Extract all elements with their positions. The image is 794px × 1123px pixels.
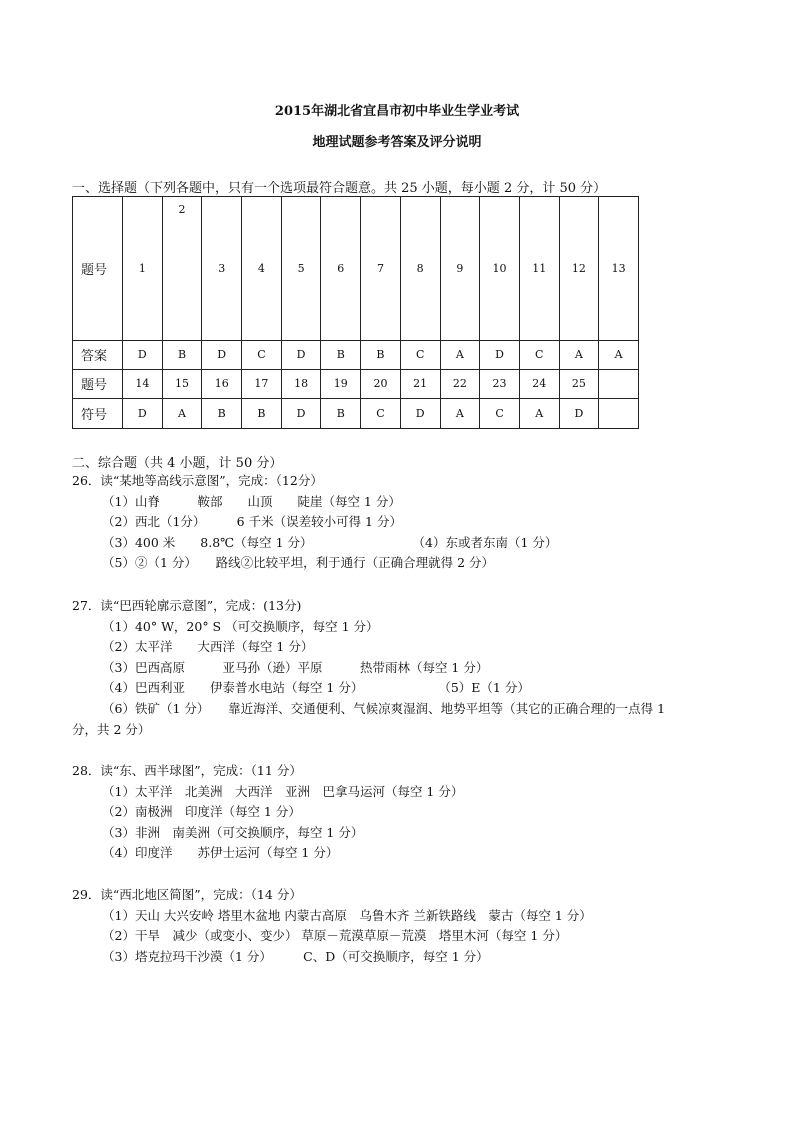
question-26-title: 26．读“某地等高线示意图”，完成：（12分） <box>72 473 323 488</box>
table-cell: 7 <box>361 197 401 341</box>
table-cell: A <box>162 398 202 428</box>
question-26-block <box>72 471 732 574</box>
table-cell: 6 <box>321 197 361 341</box>
answer-line: （3）400 米 8.8℃（每空 1 分） （4）东或者东南（1 分） <box>102 534 558 550</box>
table-cell: 10 <box>480 197 520 341</box>
table-cell: A <box>440 398 480 428</box>
table-cell: C <box>400 340 440 369</box>
table-cell: 11 <box>519 197 559 341</box>
table-cell: 18 <box>281 369 321 398</box>
table-cell: A <box>440 340 480 369</box>
answer-line: （2）西北（1分） 6 千米（误差较小可得 1 分） <box>102 514 402 530</box>
question-28-title: 28．读“东、西半球图”，完成：（11 分） <box>72 763 302 778</box>
row-label-answer: 答案 <box>73 340 123 369</box>
table-cell: 17 <box>242 369 282 398</box>
table-cell: 23 <box>480 369 520 398</box>
table-cell-text: 2 <box>178 203 186 216</box>
question-28-block <box>72 761 732 864</box>
answer-line: （1）40° W，20° S （可交换顺序，每空 1 分） <box>102 618 379 634</box>
table-cell: 21 <box>400 369 440 398</box>
table-row <box>73 398 639 428</box>
document-subtitle: 地理试题参考答案及评分说明 <box>312 135 482 150</box>
answer-line: （4）印度洋 苏伊士运河（每空 1 分） <box>102 845 339 861</box>
table-cell: 4 <box>242 197 282 341</box>
answer-line: （1）山脊 鞍部 山顶 陡崖（每空 1 分） <box>102 493 401 509</box>
table-cell: 14 <box>123 369 163 398</box>
section1-heading: 一、选择题（下列各题中，只有一个选项最符合题意。共 25 小题，每小题 2 分，计 50 分） <box>72 181 607 196</box>
answer-line: （1）太平洋 北美洲 大西洋 亚洲 巴拿马运河（每空 1 分） <box>102 783 464 799</box>
answer-line-continuation: 分，共 2 分） <box>72 721 151 737</box>
table-cell: 22 <box>440 369 480 398</box>
answer-line: （1）天山 大兴安岭 塔里木盆地 内蒙古高原 乌鲁木齐 兰新铁路线 蒙古（每空 1 分） <box>102 907 592 923</box>
table-cell: D <box>559 398 599 428</box>
table-cell: D <box>480 340 520 369</box>
table-cell: 25 <box>559 369 599 398</box>
table-row <box>73 340 639 369</box>
question-29-title: 29．读“西北地区简图”，完成：（14 分） <box>72 887 302 902</box>
table-cell: B <box>202 398 242 428</box>
row-label-question-number: 题号 <box>73 369 123 398</box>
answer-line: （6）铁矿（1 分） 靠近海洋、交通便利、气候凉爽湿润、地势平坦等（其它的正确合理的一点得 1 <box>102 700 666 716</box>
table-cell: B <box>242 398 282 428</box>
answer-line: （2）太平洋 大西洋（每空 1 分） <box>102 639 314 655</box>
table-cell: D <box>123 340 163 369</box>
table-cell: 8 <box>400 197 440 341</box>
table-cell: 3 <box>202 197 242 341</box>
question-27-block <box>72 596 732 740</box>
table-cell: B <box>361 340 401 369</box>
table-cell: C <box>519 340 559 369</box>
table-cell: A <box>559 340 599 369</box>
answer-line: （3）巴西高原 亚马孙（逊）平原 热带雨林（每空 1 分） <box>102 659 489 675</box>
table-cell: 16 <box>202 369 242 398</box>
table-cell: C <box>361 398 401 428</box>
table-cell: 12 <box>559 197 599 341</box>
answer-table <box>72 196 639 429</box>
table-cell <box>599 398 639 428</box>
answer-line: （2）干旱 减少（或变小、变少） 草原－荒漠草原－荒漠 塔里木河（每空 1 分） <box>102 928 568 944</box>
answer-line: （5）②（1 分） 路线②比较平坦，利于通行（正确合理就得 2 分） <box>102 555 495 571</box>
table-cell: A <box>599 340 639 369</box>
table-cell: D <box>123 398 163 428</box>
table-cell: 15 <box>162 369 202 398</box>
table-cell <box>599 369 639 398</box>
table-cell: 9 <box>440 197 480 341</box>
row-label-symbol: 符号 <box>73 398 123 428</box>
answer-line: （2）南极洲 印度洋（每空 1 分） <box>102 804 301 820</box>
table-cell: C <box>480 398 520 428</box>
table-row <box>73 369 639 398</box>
question-27-title: 27．读“巴西轮廓示意图”，完成：(13分) <box>72 598 302 613</box>
table-cell: 19 <box>321 369 361 398</box>
table-cell: 24 <box>519 369 559 398</box>
table-cell: 5 <box>281 197 321 341</box>
table-cell: B <box>321 340 361 369</box>
table-cell: A <box>519 398 559 428</box>
table-cell: B <box>162 340 202 369</box>
answer-line: （3）塔克拉玛干沙漠（1 分） C、D（可交换顺序，每空 1 分） <box>102 948 489 964</box>
answer-line: （3）非洲 南美洲（可交换顺序，每空 1 分） <box>102 824 364 840</box>
table-row <box>73 197 639 341</box>
table-cell <box>162 197 202 341</box>
table-cell: 1 <box>123 197 163 341</box>
table-cell: B <box>321 398 361 428</box>
question-29-block <box>72 885 732 967</box>
table-cell: D <box>400 398 440 428</box>
table-cell: 13 <box>599 197 639 341</box>
row-label-question-number: 题号 <box>73 197 123 341</box>
document-title: 2015年湖北省宜昌市初中毕业生学业考试 <box>274 104 520 119</box>
table-cell: 20 <box>361 369 401 398</box>
answer-line: （4）巴西利亚 伊泰普水电站（每空 1 分） （5）E（1 分） <box>102 680 530 696</box>
table-cell: D <box>202 340 242 369</box>
section2-heading: 二、综合题（共 4 小题，计 50 分） <box>72 456 283 471</box>
table-cell: D <box>281 340 321 369</box>
table-cell: C <box>242 340 282 369</box>
table-cell: D <box>281 398 321 428</box>
